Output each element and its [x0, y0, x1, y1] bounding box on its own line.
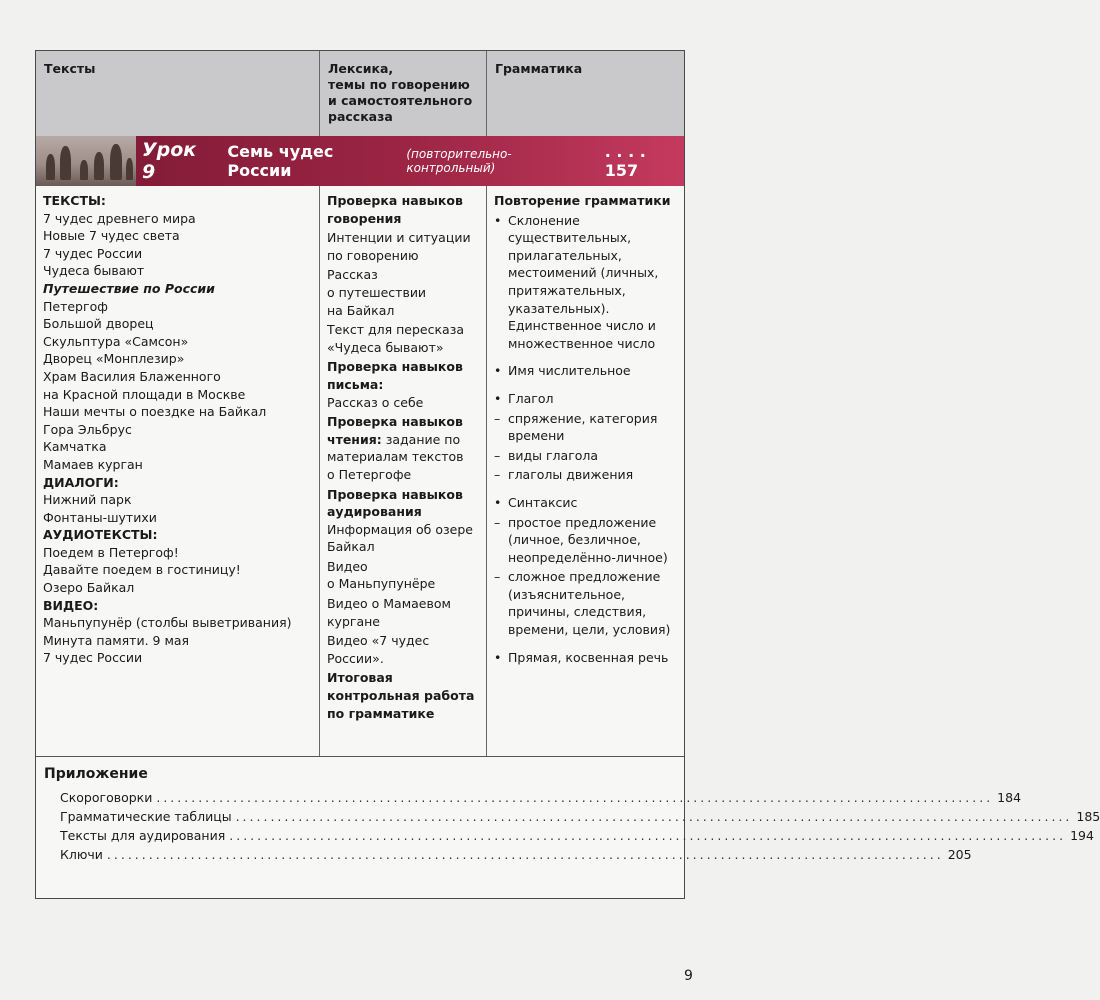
- grammar-line: простое предложение: [508, 514, 657, 530]
- text-line: Давайте поедем в гостиницу!: [43, 562, 241, 578]
- lexis-section: [327, 595, 479, 630]
- header-lexis: [320, 51, 487, 136]
- appendix-list: [44, 788, 1100, 864]
- grammar-line: (изъяснительное,: [508, 586, 625, 602]
- stone-pillars-photo: [36, 136, 136, 186]
- text-line: Чудеса бывают: [43, 263, 145, 279]
- lexis-section: [327, 266, 479, 319]
- dot-leader: ........................................................................................................................: [229, 828, 1067, 843]
- table-header: [36, 51, 684, 137]
- text-line: ВИДЕО:: [43, 597, 99, 613]
- grammar-column: [487, 186, 684, 756]
- text-line: Дворец «Монплезир»: [43, 351, 185, 367]
- list-marker: –: [494, 447, 501, 463]
- lexis-line: на Байкал: [327, 302, 395, 318]
- contents-table: [35, 50, 1100, 899]
- lesson-number: Урок 9: [142, 139, 197, 183]
- lesson-subtitle: (повторительно-контрольный): [406, 147, 512, 175]
- lexis-line: Видео: [327, 558, 368, 574]
- lexis-section: [327, 558, 479, 593]
- text-line: ДИАЛОГИ:: [43, 474, 119, 490]
- list-marker: •: [494, 390, 502, 406]
- text-line: на Красной площади в Москве: [43, 386, 246, 402]
- grammar-item: [494, 447, 677, 465]
- grammar-line: причины, следствия,: [508, 604, 647, 620]
- lexis-line: Видео «7 чудес: [327, 633, 430, 649]
- lexis-section: [327, 358, 479, 411]
- grammar-line: местоимений (личных,: [508, 265, 659, 281]
- grammar-item: [494, 466, 677, 484]
- lexis-line: о Петергофе: [327, 466, 412, 482]
- appendix-item[interactable]: [44, 807, 1100, 826]
- grammar-line: (личное, безличное,: [508, 532, 641, 548]
- grammar-item: [494, 649, 677, 667]
- text-line: 7 чудес России: [43, 650, 143, 666]
- lexis-line: Информация об озере: [327, 521, 473, 537]
- appendix-item-label: Тексты для аудирования: [60, 828, 226, 843]
- grammar-item: [494, 494, 677, 512]
- lexis-line: аудирования: [327, 504, 422, 520]
- text-line: Гора Эльбрус: [43, 421, 132, 437]
- lexis-line: Проверка навыков: [327, 193, 463, 208]
- list-marker: –: [494, 467, 501, 483]
- grammar-line: виды глагола: [508, 447, 599, 463]
- lexis-line: Проверка навыков: [327, 359, 463, 375]
- text-line: Фонтаны-шутихи: [43, 509, 157, 525]
- dot-leader: ........................................................................................................................: [106, 847, 944, 862]
- header-lexis-line: и самостоятельного: [328, 93, 473, 108]
- text-line: Наши мечты о поездке на Байкал: [43, 404, 267, 420]
- lexis-section: [327, 229, 479, 264]
- dot-leader: ........................................................................................................................: [156, 790, 994, 805]
- grammar-line: Единственное число и: [508, 318, 656, 334]
- text-line: ТЕКСТЫ:: [43, 193, 106, 208]
- lexis-line: говорения: [327, 210, 402, 226]
- grammar-line: Синтаксис: [508, 494, 578, 510]
- lexis-section: [327, 632, 479, 667]
- grammar-item: [494, 212, 677, 353]
- grammar-line: неопределённо-личное): [508, 549, 668, 565]
- lexis-line: Видео о Мамаевом: [327, 596, 451, 612]
- list-marker: •: [494, 212, 502, 228]
- lexis-section: [327, 413, 479, 483]
- appendix-item[interactable]: [44, 788, 1022, 807]
- appendix-item-page: 184: [997, 790, 1022, 805]
- lexis-line: «Чудеса бывают»: [327, 339, 444, 355]
- lexis-column: [320, 186, 487, 756]
- grammar-line: времени: [508, 428, 565, 444]
- lexis-line: о путешествии: [327, 284, 427, 300]
- text-line: Путешествие по России: [43, 280, 215, 296]
- lexis-line: Итоговая: [327, 670, 393, 686]
- text-line: Новые 7 чудес света: [43, 228, 180, 244]
- lexis-line: кургане: [327, 613, 380, 629]
- lexis-line: Байкал: [327, 539, 375, 555]
- grammar-line: Прямая, косвенная речь: [508, 649, 669, 665]
- grammar-line: существительных,: [508, 230, 632, 246]
- list-marker: •: [494, 494, 502, 510]
- lexis-line: письма:: [327, 376, 384, 392]
- appendix-item-label: Ключи: [60, 847, 103, 862]
- grammar-line: указательных).: [508, 300, 610, 316]
- appendix-item[interactable]: [44, 845, 972, 864]
- list-marker: –: [494, 410, 501, 426]
- lexis-section: [327, 669, 479, 722]
- grammar-item: [494, 568, 677, 638]
- list-marker: –: [494, 514, 501, 530]
- list-marker: –: [494, 569, 501, 585]
- text-line: Озеро Байкал: [43, 580, 135, 596]
- grammar-line: глаголы движения: [508, 467, 634, 483]
- grammar-item: [494, 410, 677, 445]
- grammar-line: сложное предложение: [508, 569, 661, 585]
- appendix-item-page: 194: [1070, 828, 1094, 843]
- header-lexis-line: Лексика,: [328, 61, 394, 76]
- lexis-section: [327, 486, 479, 556]
- header-grammar: Грамматика: [495, 61, 583, 76]
- appendix: [36, 756, 1100, 898]
- grammar-line: спряжение, категория: [508, 410, 658, 426]
- lesson-contents: [36, 186, 684, 757]
- grammar-line: Склонение: [508, 212, 580, 228]
- lexis-line: Рассказ о себе: [327, 394, 424, 410]
- texts-column: [36, 186, 320, 756]
- lexis-section: [327, 321, 479, 356]
- grammar-item: [494, 192, 677, 210]
- appendix-item-label: Скороговорки: [60, 790, 153, 805]
- grammar-item: [494, 362, 677, 380]
- grammar-line: времени, цели, условия): [508, 622, 671, 638]
- appendix-item-page: 185: [1076, 809, 1100, 824]
- lexis-line: задание по: [381, 431, 461, 447]
- lesson-title: Семь чудес России: [227, 142, 334, 180]
- lexis-line: Рассказ: [327, 267, 378, 283]
- appendix-title: Приложение: [44, 766, 148, 782]
- grammar-line: притяжательных,: [508, 282, 626, 298]
- appendix-item-label: Грамматические таблицы: [60, 809, 232, 824]
- page-number: 9: [684, 968, 693, 984]
- header-lexis-line: темы по говорению: [328, 77, 470, 92]
- grammar-item: [494, 514, 677, 567]
- lesson-banner: [36, 136, 684, 186]
- lexis-line: чтения:: [327, 431, 382, 447]
- lexis-line: материалам текстов: [327, 449, 464, 465]
- appendix-item-page: 205: [947, 847, 972, 862]
- text-line: Минута памяти. 9 мая: [43, 632, 190, 648]
- dot-leader: ........................................................................................................................: [235, 809, 1073, 824]
- header-texts: Тексты: [36, 51, 320, 136]
- lexis-line: о Маньпупунёре: [327, 576, 436, 592]
- lexis-line: Текст для пересказа: [327, 322, 465, 338]
- text-line: Нижний парк: [43, 492, 132, 508]
- text-line: 7 чудес России: [43, 245, 143, 261]
- lexis-line: России».: [327, 650, 384, 666]
- text-line: Петергоф: [43, 298, 108, 314]
- lexis-line: Проверка навыков: [327, 486, 463, 502]
- text-line: Мамаев курган: [43, 456, 143, 472]
- header-lexis-line: рассказа: [328, 109, 393, 124]
- lexis-line: по говорению: [327, 247, 419, 263]
- grammar-item: [494, 390, 677, 408]
- lesson-page: . . . . 157: [604, 142, 646, 180]
- text-line: Большой дворец: [43, 316, 154, 332]
- text-line: Поедем в Петергоф!: [43, 544, 179, 560]
- list-marker: •: [494, 363, 502, 379]
- lexis-section: [327, 192, 479, 227]
- lexis-line: по грамматике: [327, 705, 435, 721]
- lexis-line: контрольная работа: [327, 688, 475, 704]
- text-line: Маньпупунёр (столбы выветривания): [43, 615, 292, 631]
- grammar-line: прилагательных,: [508, 247, 622, 263]
- text-line: Камчатка: [43, 439, 107, 455]
- lexis-line: Проверка навыков: [327, 414, 463, 430]
- list-marker: •: [494, 649, 502, 665]
- grammar-line: Повторение грамматики: [494, 193, 671, 208]
- grammar-line: Имя числительное: [508, 363, 631, 379]
- lexis-line: Интенции и ситуации: [327, 230, 471, 246]
- text-line: Скульптура «Самсон»: [43, 333, 189, 349]
- appendix-item[interactable]: [44, 826, 1094, 845]
- text-line: АУДИОТЕКСТЫ:: [43, 527, 158, 543]
- grammar-line: Глагол: [508, 390, 554, 406]
- grammar-line: множественное число: [508, 335, 656, 351]
- text-line: Храм Василия Блаженного: [43, 368, 221, 384]
- text-line: 7 чудес древнего мира: [43, 210, 196, 226]
